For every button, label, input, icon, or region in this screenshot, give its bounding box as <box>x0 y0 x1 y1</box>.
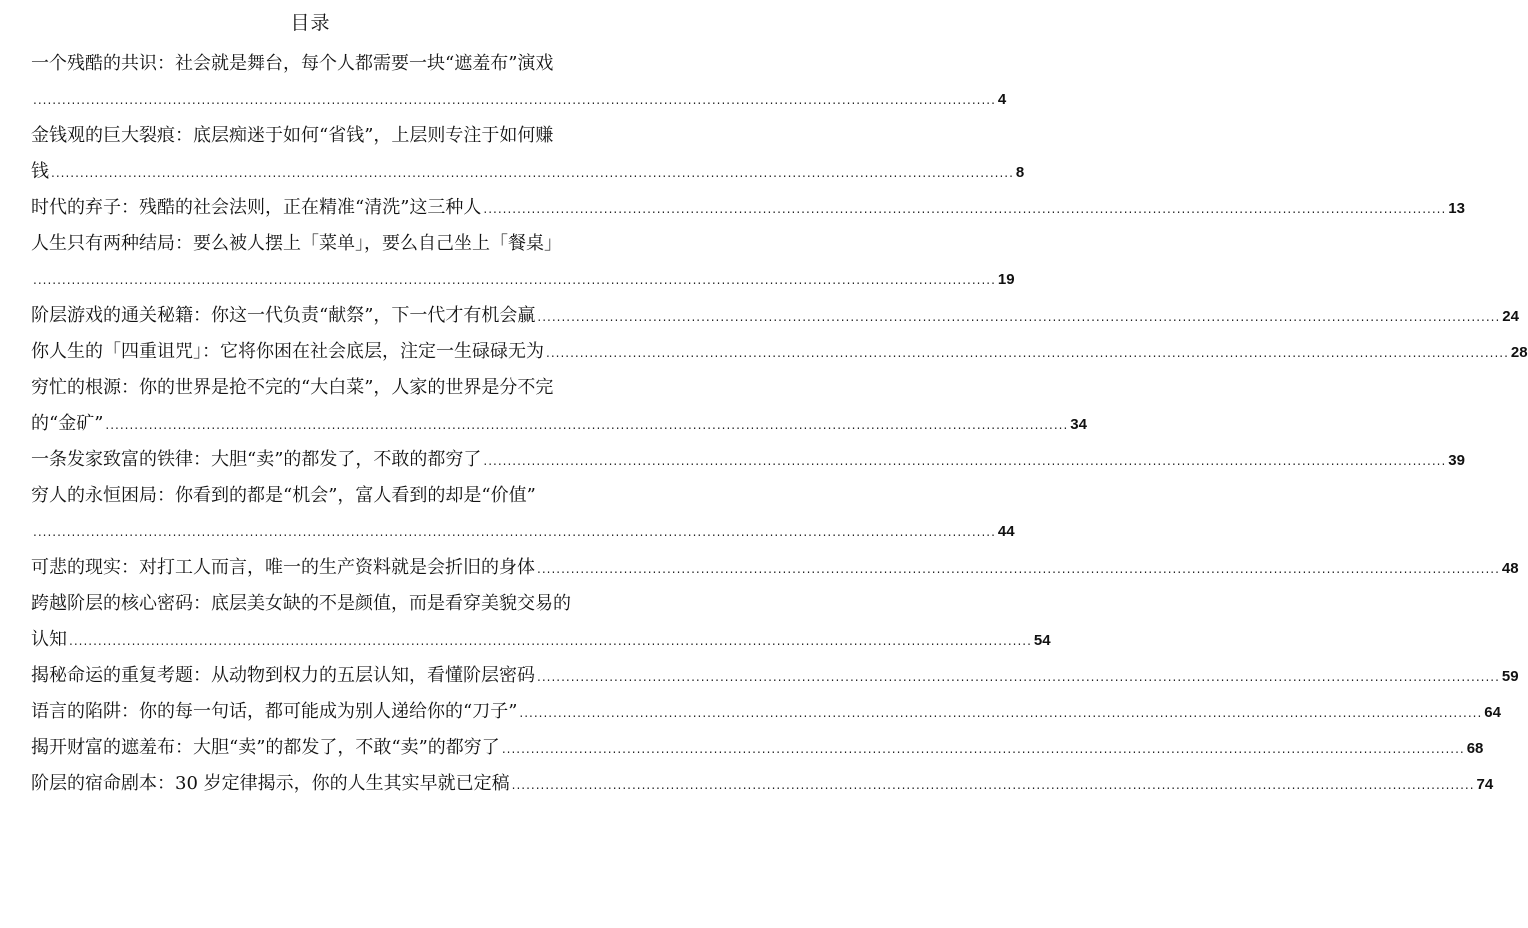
toc-entry-title: 人生只有两种结局：要么被人摆上「菜单」，要么自己坐上「餐桌」 <box>31 233 562 254</box>
toc-entry-title: 一条发家致富的铁律：大胆“卖”的都发了，不敢的都穷了 <box>31 449 482 470</box>
toc-page-number: 48 <box>1501 560 1519 577</box>
dot-leader: ........................................................................................................................................................................................................ <box>546 346 1509 360</box>
toc-entry-title: 钱 <box>31 161 49 182</box>
toc-entry[interactable] <box>31 442 1465 478</box>
toc-list <box>31 46 1528 802</box>
toc-entry-line <box>31 262 1015 298</box>
toc-entry-line <box>31 226 587 262</box>
dot-leader: ........................................................................................................................................................................................................ <box>537 310 1501 324</box>
toc-page-number: 13 <box>1448 200 1465 217</box>
toc-entry[interactable] <box>31 658 1519 694</box>
toc-entry-line <box>31 118 587 154</box>
toc-entry[interactable] <box>31 118 1025 190</box>
toc-entry[interactable] <box>31 550 1519 586</box>
toc-entry-line <box>31 658 1519 694</box>
toc-entry-title: 揭秘命运的重复考题：从动物到权力的五层认知，看懂阶层密码 <box>31 665 535 686</box>
toc-page-number: 34 <box>1070 416 1087 433</box>
toc-entry-title: 跨越阶层的核心密码：底层美女缺的不是颜值，而是看穿美貌交易的 <box>31 593 571 614</box>
toc-entry[interactable] <box>31 334 1528 370</box>
toc-entry-line <box>31 550 1519 586</box>
dot-leader: ........................................................................................................................................................................................................ <box>483 454 1447 468</box>
toc-entry-title: 穷人的永恒困局：你看到的都是“机会”，富人看到的却是“价值” <box>31 485 536 506</box>
dot-leader: ........................................................................................................................................................................................................ <box>33 525 996 539</box>
toc-entry-title: 的“金矿” <box>31 413 104 434</box>
toc-entry-title: 可悲的现实：对打工人而言，唯一的生产资料就是会折旧的身体 <box>31 557 535 578</box>
toc-entry[interactable] <box>31 694 1501 730</box>
toc-page-number: 54 <box>1033 632 1051 649</box>
toc-entry-line <box>31 514 1015 550</box>
dot-leader: ........................................................................................................................................................................................................ <box>519 706 1483 720</box>
toc-page-number: 19 <box>997 271 1015 288</box>
toc-page-number: 39 <box>1448 452 1465 469</box>
toc-entry-title: 语言的陷阱：你的每一句话，都可能成为别人递给你的“刀子” <box>31 701 518 722</box>
dot-leader: ........................................................................................................................................................................................................ <box>69 634 1032 648</box>
toc-entry-title: 阶层游戏的通关秘籍：你这一代负责“献祭”，下一代才有机会赢 <box>31 305 536 326</box>
toc-entry-line <box>31 442 1465 478</box>
toc-entry-line <box>31 766 1494 802</box>
toc-page-number: 44 <box>997 523 1015 540</box>
toc-entry[interactable] <box>31 190 1465 226</box>
toc-entry-line <box>31 730 1484 766</box>
toc-entry[interactable] <box>31 370 1087 442</box>
toc-page-number: 28 <box>1510 344 1528 361</box>
toc-entry-line <box>31 190 1465 226</box>
toc-title: 目录 <box>290 12 331 34</box>
toc-page-number: 64 <box>1484 704 1501 721</box>
toc-entry-line <box>31 622 1051 658</box>
toc-entry-title: 穷忙的根源：你的世界是抢不完的“大白菜”，人家的世界是分不完 <box>31 377 554 398</box>
dot-leader: ........................................................................................................................................................................................................ <box>537 562 1500 576</box>
toc-entry[interactable] <box>31 586 1051 658</box>
toc-entry-line <box>31 298 1519 334</box>
toc-entry-line <box>31 370 587 406</box>
dot-leader: ........................................................................................................................................................................................................ <box>33 273 996 287</box>
toc-entry[interactable] <box>31 478 1015 550</box>
toc-entry[interactable] <box>31 766 1494 802</box>
toc-entry-line <box>31 406 1087 442</box>
toc-entry-title: 你人生的「四重诅咒」：它将你困在社会底层，注定一生碌碌无为 <box>31 341 544 362</box>
toc-entry-line <box>31 586 587 622</box>
toc-entry-title: 认知 <box>31 629 67 650</box>
toc-entry-line <box>31 334 1528 370</box>
toc-page-number: 8 <box>1015 164 1025 181</box>
toc-page-number: 24 <box>1502 308 1519 325</box>
toc-entry-title: 阶层的宿命剧本：30 岁定律揭示，你的人生其实早就已定稿 <box>31 773 510 794</box>
toc-entry-title: 时代的弃子：残酷的社会法则，正在精准“清洗”这三种人 <box>31 197 482 218</box>
dot-leader: ........................................................................................................................................................................................................ <box>537 670 1500 684</box>
toc-entry-line <box>31 478 587 514</box>
dot-leader: ........................................................................................................................................................................................................ <box>33 93 996 107</box>
toc-entry-line <box>31 694 1501 730</box>
toc-entry[interactable] <box>31 226 1015 298</box>
dot-leader: ........................................................................................................................................................................................................ <box>51 166 1014 180</box>
dot-leader: ........................................................................................................................................................................................................ <box>501 742 1465 756</box>
toc-entry[interactable] <box>31 46 1007 118</box>
toc-entry-line <box>31 154 1025 190</box>
toc-entry[interactable] <box>31 730 1484 766</box>
dot-leader: ........................................................................................................................................................................................................ <box>511 778 1475 792</box>
toc-entry-title: 一个残酷的共识：社会就是舞台，每个人都需要一块“遮羞布”演戏 <box>31 53 554 74</box>
toc-page-number: 68 <box>1466 740 1484 757</box>
toc-entry-title: 金钱观的巨大裂痕：底层痴迷于如何“省钱”，上层则专注于如何赚 <box>31 125 554 146</box>
toc-entry-line <box>31 82 1007 118</box>
toc-page-number: 4 <box>997 91 1007 108</box>
toc-entry-line <box>31 46 587 82</box>
toc-entry[interactable] <box>31 298 1519 334</box>
dot-leader: ........................................................................................................................................................................................................ <box>105 418 1069 432</box>
toc-page-number: 74 <box>1476 776 1494 793</box>
toc-entry-title: 揭开财富的遮羞布：大胆“卖”的都发了，不敢“卖”的都穷了 <box>31 737 500 758</box>
toc-page-number: 59 <box>1501 668 1519 685</box>
dot-leader: ........................................................................................................................................................................................................ <box>483 202 1447 216</box>
